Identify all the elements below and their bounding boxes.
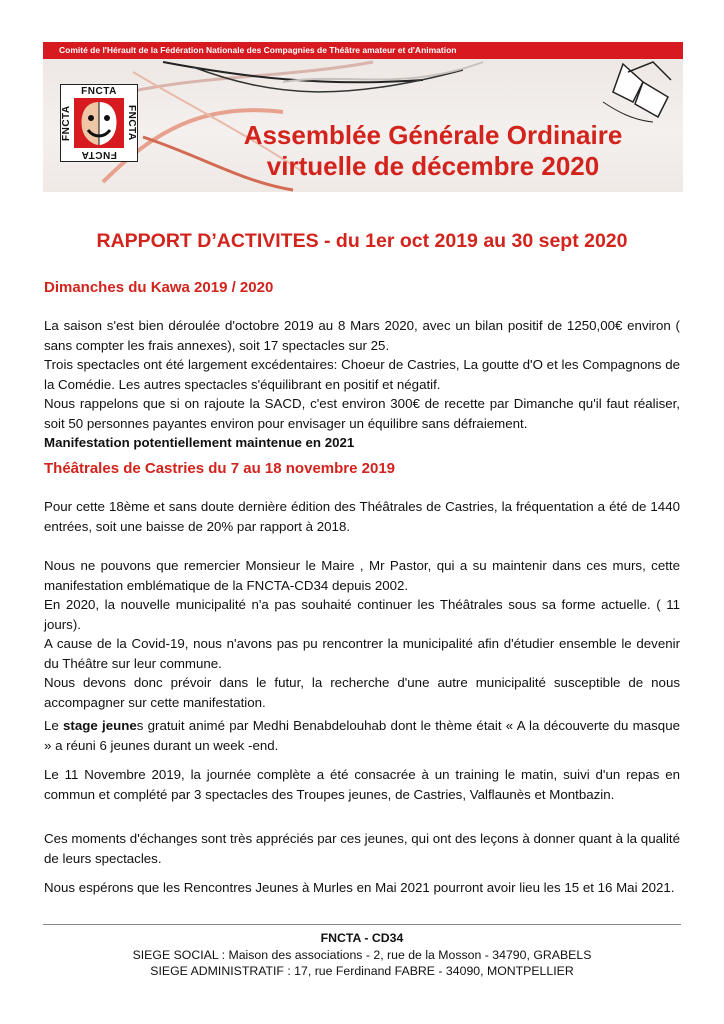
section-heading-kawa: Dimanches du Kawa 2019 / 2020 — [44, 279, 274, 296]
logo-text-top: FNCTA — [81, 86, 117, 97]
theatre-mask-icon — [74, 98, 124, 148]
logo-text-left: FNCTA — [61, 105, 72, 141]
meeting-title-line1: Assemblée Générale Ordinaire — [243, 120, 623, 150]
logo-text-bottom: FNCTA — [81, 149, 117, 160]
footer-title: FNCTA - CD34 — [320, 931, 404, 945]
kawa-paragraph-4 — [44, 433, 680, 453]
echanges-paragraph: Ces moments d'échanges sont très appréciés par ces jeunes, qui ont des leçons à donner quant à la qualité de leurs spectacles. — [44, 831, 680, 866]
footer-siege-administratif: SIEGE ADMINISTRATIF : 17, rue Ferdinand FABRE - 34090, MONTPELLIER — [150, 964, 574, 978]
stage-jeunes-paragraph — [44, 716, 680, 755]
stage-jeunes-pre: Le — [44, 718, 64, 733]
theatrales-paragraph-5: Nous devons donc prévoir dans le futur, la recherche d'une autre municipalité susceptible de nous accompagner sur cette manifestation. — [44, 675, 680, 710]
kawa-paragraph-3: Nous rappelons que si on rajoute la SACD, c'est environ 300€ de recette par Dimanche qu'il faut réaliser, soit 50 personnes payantes environ pour envisager un équilibre sans défraiement. — [44, 396, 680, 431]
theatrales-paragraph-4: A cause de la Covid-19, nous n'avons pas pu rencontrer la municipalité afin d'étudier ensemble le devenir du Théâtre sur leur commune. — [44, 636, 680, 671]
report-title: RAPPORT D’ACTIVITES - du 1er oct 2019 au 30 sept 2020 — [96, 230, 628, 252]
footer-siege-social: SIEGE SOCIAL : Maison des associations - 2, rue de la Mosson - 34790, GRABELS — [132, 948, 592, 962]
murles-paragraph: Nous espérons que les Rencontres Jeunes à Murles en Mai 2021 pourront avoir lieu les 15 et 16 Mai 2021. — [44, 880, 675, 895]
theatrales-paragraph-3: En 2020, la nouvelle municipalité n'a pas souhaité continuer les Théâtrales sous sa forme actuelle. ( 11 jours). — [44, 597, 680, 632]
footer-divider — [43, 924, 681, 925]
stage-jeunes-post: s gratuit animé par Medhi Benabdelouhab dont le thème était « A la découverte du masque » a réuni 6 jeunes durant un week -end. — [44, 718, 680, 753]
logo-text-right: FNCTA — [126, 105, 137, 141]
kawa-paragraph-1: La saison s'est bien déroulée d'octobre 2019 au 8 Mars 2020, avec un bilan positif de 1250,00€ environ ( sans compter les frais annexes), soit 17 spectacles sur 25. — [44, 318, 680, 353]
theatrales-paragraph-2: Nous ne pouvons que remercier Monsieur le Maire , Mr Pastor, qui a su maintenir dans ces murs, cette manifestation emblématique de la FNCTA-CD34 depuis 2002. — [44, 558, 680, 593]
federation-name: Comité de l'Hérault de la Fédération Nationale des Compagnies de Théâtre amateur et d'Animation — [59, 45, 457, 55]
theatrales-paragraph-1: Pour cette 18ème et sans doute dernière édition des Théâtrales de Castries, la fréquentation a été de 1440 entrées, soit une baisse de 20% par rapport à 2018. — [44, 499, 680, 534]
meeting-title-line2: virtuelle de décembre 2020 — [266, 151, 600, 181]
section-heading-theatrales: Théâtrales de Castries du 7 au 18 novembre 2019 — [44, 460, 395, 477]
kawa-maintained-note: Manifestation potentiellement maintenue en 2021 — [44, 435, 355, 450]
fncta-logo — [60, 84, 138, 162]
training-paragraph: Le 11 Novembre 2019, la journée complète a été consacrée à un training le matin, suivi d'un repas en commun et complété par 3 spectacles des Troupes jeunes, de Castries, Valflaunès et Montbazin. — [44, 767, 680, 802]
kawa-paragraph-2: Trois spectacles ont été largement excédentaires: Choeur de Castries, La goutte d'O et les Compagnons de la Comédie. Les autres spectacles s'équilibrant en positif et négatif. — [44, 357, 680, 392]
meeting-title — [193, 120, 673, 182]
header-strip — [43, 42, 683, 59]
stage-jeunes-bold: stage jeune — [63, 718, 137, 733]
header-banner — [43, 42, 683, 192]
